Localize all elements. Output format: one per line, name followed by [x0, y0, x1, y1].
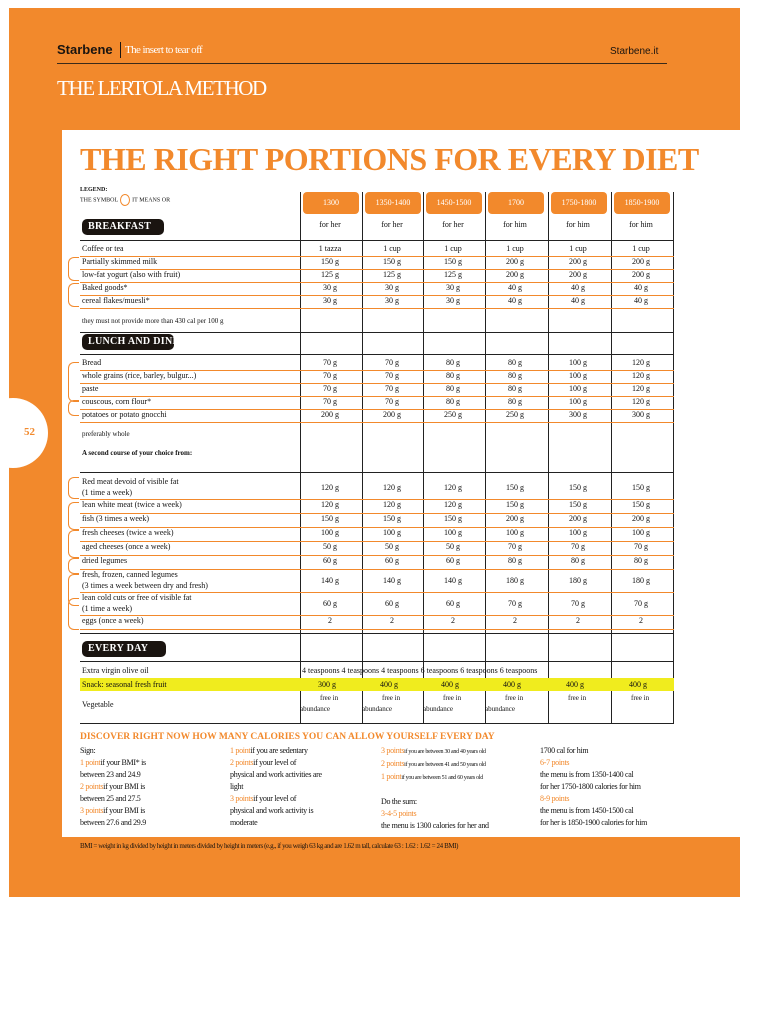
bmi-note: BMI = weight in kg divided by height in meters divided by height in meters (e.g., if you weigh 63 kg and are 1.62 m tall, calculate 63 : 1.62 : 1.62 = 24 BMI): [80, 842, 459, 850]
row-value: 30 g: [323, 296, 337, 305]
method-title: THE LERTOLA METHOD: [57, 76, 266, 100]
or-brace-icon: [68, 477, 79, 499]
calculator-text: if your BMI is: [103, 782, 145, 791]
table-row: [80, 384, 674, 396]
row-label: (1 time a week): [82, 488, 132, 497]
row-value: abundance: [423, 705, 453, 713]
row-value: 70 g: [323, 371, 337, 380]
table-row: [80, 500, 674, 513]
row-value: 120 g: [321, 483, 339, 492]
calculator-text: if you are between 41 and 50 years old: [404, 762, 486, 768]
calculator-line: [80, 781, 146, 793]
row-value: 120 g: [632, 397, 650, 406]
row-value: 400 g: [566, 680, 584, 689]
calculator-line: [230, 757, 322, 769]
row-value: 60 g: [385, 556, 399, 565]
table-row: [80, 616, 674, 629]
row-value: 60 g: [446, 599, 460, 608]
row-value: 400 g: [441, 680, 459, 689]
header-rule: [57, 63, 667, 64]
calculator-line: [230, 793, 322, 805]
row-value: 50 g: [323, 542, 337, 551]
legend-meaning: IT MEANS OR: [132, 197, 171, 204]
row-value: 1 cup: [506, 244, 524, 253]
row-label: fresh cheeses (twice a week): [82, 528, 174, 537]
points-label: 8-9 points: [540, 794, 570, 803]
row-value: 150 g: [569, 483, 587, 492]
calculator-text: for her is 1850-1900 calories for him: [540, 818, 648, 827]
row-value: 150 g: [383, 257, 401, 266]
gender-label: for her: [319, 220, 341, 229]
gender-label: for him: [629, 220, 653, 229]
row-value: 120 g: [632, 358, 650, 367]
site-name: Starbene.it: [610, 46, 659, 57]
calculator-line: [381, 745, 489, 758]
row-rule: [80, 629, 674, 630]
row-value: 100 g: [569, 371, 587, 380]
points-label: 3 points: [230, 794, 254, 803]
row-value: 180 g: [632, 576, 650, 585]
points-label: 1 point: [230, 746, 251, 755]
or-brace-icon: [68, 558, 79, 574]
row-label: Partially skimmed milk: [82, 257, 158, 266]
calculator-text: if your level of: [253, 758, 297, 767]
row-value: 100 g: [321, 528, 339, 537]
section-header: EVERY DAY: [82, 641, 166, 657]
row-value: 120 g: [383, 500, 401, 509]
table-note: preferably whole: [82, 430, 130, 438]
table-row: [80, 358, 674, 370]
table-note: A second course of your choice from:: [82, 449, 193, 457]
row-value: 140 g: [321, 576, 339, 585]
table-row: [80, 477, 674, 499]
row-value: 200 g: [506, 257, 524, 266]
calculator-line: [80, 817, 146, 829]
row-value: 200 g: [632, 257, 650, 266]
row-value: 400 g: [380, 680, 398, 689]
gender-label: for her: [381, 220, 403, 229]
row-label: fish (3 times a week): [82, 514, 150, 523]
row-value: abundance: [485, 705, 515, 713]
calculator-line: [540, 793, 647, 805]
row-value: 1 cup: [569, 244, 587, 253]
or-brace-icon: [68, 598, 79, 630]
table-row: [80, 570, 674, 592]
calculator-text: if you are between 51 and 60 years old: [401, 775, 483, 781]
row-value: 200 g: [321, 410, 339, 419]
table-note: they must not provide more than 430 cal per 100 g: [82, 317, 224, 325]
calculator-text: between 27.6 and 29.9: [80, 818, 146, 827]
legend-label: LEGEND:: [80, 187, 108, 193]
table-row: [80, 296, 674, 308]
row-value: 125 g: [383, 270, 401, 279]
calculator-text: Sign:: [80, 746, 96, 755]
row-value: 70 g: [323, 358, 337, 367]
table-row: [80, 397, 674, 409]
row-value: 80 g: [571, 556, 585, 565]
calculator-text: moderate: [230, 818, 258, 827]
row-value: 100 g: [383, 528, 401, 537]
row-value: 60 g: [385, 599, 399, 608]
row-value: 100 g: [569, 358, 587, 367]
row-value: 400 g: [503, 680, 521, 689]
row-value: 70 g: [508, 542, 522, 551]
calculator-text: if you are between 30 and 40 years old: [404, 749, 486, 755]
row-value: 80 g: [446, 384, 460, 393]
legend-symbol: THE SYMBOL: [80, 197, 119, 204]
table-row: [80, 270, 674, 282]
row-value: 180 g: [506, 576, 524, 585]
row-label: Vegetable: [82, 700, 114, 709]
row-value: 125 g: [321, 270, 339, 279]
calculator-text: the menu is 1300 calories for her and: [381, 821, 489, 830]
row-value: 180 g: [569, 576, 587, 585]
calorie-column-header: 1350-1400: [365, 192, 421, 214]
row-value: 80 g: [508, 371, 522, 380]
calculator-text: between 25 and 27.5: [80, 794, 141, 803]
row-value: 2: [328, 616, 332, 625]
row-value: 70 g: [385, 371, 399, 380]
row-label: Bread: [82, 358, 102, 367]
row-value: 70 g: [385, 358, 399, 367]
row-value: 80 g: [446, 397, 460, 406]
row-value: 40 g: [508, 296, 522, 305]
calculator-line: [230, 817, 322, 829]
row-value: 2: [451, 616, 455, 625]
or-brace-icon: [68, 400, 79, 416]
row-rule: [80, 422, 674, 423]
row-value: 150 g: [444, 514, 462, 523]
section-header: LUNCH AND DINNER: [82, 334, 174, 350]
row-label: (1 time a week): [82, 604, 132, 613]
row-rule: [80, 332, 674, 333]
row-value: free in: [320, 694, 339, 702]
table-row: [80, 593, 674, 615]
row-value: 1 cup: [383, 244, 401, 253]
row-label: cereal flakes/muesli*: [82, 296, 150, 305]
row-value: 70 g: [634, 542, 648, 551]
row-label: Coffee or tea: [82, 244, 124, 253]
calculator-line: [80, 805, 146, 817]
row-label: aged cheeses (once a week): [82, 542, 171, 551]
row-value: 80 g: [508, 384, 522, 393]
row-value: 100 g: [444, 528, 462, 537]
tagline: The insert to tear off: [125, 44, 203, 56]
row-value: 150 g: [506, 500, 524, 509]
row-label: fresh, frozen, canned legumes: [82, 570, 178, 579]
calculator-line: [540, 757, 647, 769]
row-value: abundance: [362, 705, 392, 713]
row-label: paste: [82, 384, 99, 393]
row-value: 40 g: [508, 283, 522, 292]
calculator-line: [381, 796, 489, 808]
row-value: 1 tazza: [318, 244, 342, 253]
row-value: 70 g: [385, 397, 399, 406]
row-value: 70 g: [634, 599, 648, 608]
row-value: 200 g: [632, 270, 650, 279]
table-row: [80, 514, 674, 527]
row-value: free in: [382, 694, 401, 702]
row-value: 100 g: [506, 528, 524, 537]
row-value: 100 g: [569, 528, 587, 537]
row-value: 200 g: [569, 514, 587, 523]
row-value: 70 g: [385, 384, 399, 393]
row-value: 60 g: [446, 556, 460, 565]
row-value: 2: [513, 616, 517, 625]
row-value: 200 g: [569, 257, 587, 266]
row-value: 30 g: [385, 283, 399, 292]
row-value: 120 g: [632, 371, 650, 380]
calorie-column-header: 1850-1900: [614, 192, 670, 214]
portions-table: [80, 192, 674, 724]
row-value: 200 g: [506, 270, 524, 279]
calorie-column-header: 1700: [488, 192, 544, 214]
row-label: lean cold cuts or free of visible fat: [82, 593, 192, 602]
calculator-line: [381, 808, 489, 820]
row-value: 150 g: [444, 257, 462, 266]
row-value: 70 g: [571, 542, 585, 551]
row-label: (3 times a week between dry and fresh): [82, 581, 208, 590]
row-value: 250 g: [506, 410, 524, 419]
row-value: 50 g: [446, 542, 460, 551]
table-row: [80, 410, 674, 422]
calorie-column-header: 1300: [303, 192, 359, 214]
table-row: [80, 371, 674, 383]
or-brace-icon: [68, 530, 79, 558]
row-value: 80 g: [634, 556, 648, 565]
row-rule: [80, 308, 674, 309]
or-brace-icon: [68, 502, 79, 530]
calculator-text: if your level of: [253, 794, 297, 803]
row-value: 200 g: [383, 410, 401, 419]
points-label: 1 point: [80, 758, 101, 767]
row-label: Extra virgin olive oil: [82, 666, 149, 675]
row-label: dried legumes: [82, 556, 128, 565]
calculator-line: [230, 769, 322, 781]
row-rule: [80, 354, 674, 355]
row-value: free in: [443, 694, 462, 702]
calculator-text: light: [230, 782, 244, 791]
row-value: 125 g: [444, 270, 462, 279]
row-value: 1 cup: [632, 244, 650, 253]
row-value: 80 g: [446, 358, 460, 367]
calculator-column: [230, 745, 322, 829]
calculator-text: the menu is from 1350-1400 cal: [540, 770, 634, 779]
row-label: Red meat devoid of visible fat: [82, 477, 179, 486]
row-label: potatoes or potato gnocchi: [82, 410, 167, 419]
row-label: Baked goods*: [82, 283, 128, 292]
row-value: 100 g: [569, 397, 587, 406]
row-value: 100 g: [632, 528, 650, 537]
points-label: 6-7 points: [540, 758, 570, 767]
calculator-column: [80, 745, 146, 829]
row-label: low-fat yogurt (also with fruit): [82, 270, 181, 279]
row-rule: [80, 240, 674, 241]
row-value: 140 g: [444, 576, 462, 585]
row-value: free in: [631, 694, 650, 702]
calculator-line: [381, 784, 489, 796]
calorie-heading: DISCOVER RIGHT NOW HOW MANY CALORIES YOU CAN ALLOW YOURSELF EVERY DAY: [80, 732, 495, 742]
calculator-text: 1700 cal for him: [540, 746, 589, 755]
row-value: 4 teaspoons 4 teaspoons 4 teaspoons 6 teaspoons 6 teaspoons 6 teaspoons: [302, 666, 538, 675]
row-value: free in: [505, 694, 524, 702]
row-value: 30 g: [446, 283, 460, 292]
calculator-text: physical and work activities are: [230, 770, 322, 779]
calculator-line: [540, 817, 647, 829]
row-value: 2: [390, 616, 394, 625]
calorie-column-header: 1450-1500: [426, 192, 482, 214]
table-row: [80, 542, 674, 555]
row-value: 150 g: [321, 257, 339, 266]
row-value: 120 g: [632, 384, 650, 393]
points-label: 3-4-5 points: [381, 809, 417, 818]
calculator-line: [381, 820, 489, 832]
table-row: [80, 528, 674, 541]
row-value: 200 g: [569, 270, 587, 279]
row-rule: [80, 633, 674, 634]
points-label: 3 points: [80, 806, 104, 815]
row-value: 300 g: [318, 680, 336, 689]
calculator-text: if you are sedentary: [250, 746, 308, 755]
row-label: Snack: seasonal fresh fruit: [82, 680, 167, 689]
row-value: 150 g: [632, 483, 650, 492]
row-value: 120 g: [444, 483, 462, 492]
page-number: 52: [24, 426, 35, 438]
row-value: 120 g: [444, 500, 462, 509]
calculator-column: [540, 745, 647, 829]
row-value: 300 g: [632, 410, 650, 419]
calculator-text: Do the sum:: [381, 797, 417, 806]
page-title: THE RIGHT PORTIONS FOR EVERY DIET: [80, 141, 699, 177]
row-label: lean white meat (twice a week): [82, 500, 182, 509]
row-value: 80 g: [508, 397, 522, 406]
row-value: 2: [639, 616, 643, 625]
row-value: 50 g: [385, 542, 399, 551]
table-row: [80, 244, 674, 256]
row-value: 150 g: [321, 514, 339, 523]
calculator-text: the menu is from 1450-1500 cal: [540, 806, 634, 815]
row-value: 80 g: [508, 358, 522, 367]
row-value: 150 g: [506, 483, 524, 492]
row-rule: [80, 472, 674, 473]
row-value: 70 g: [323, 384, 337, 393]
calculator-text: for her 1750-1800 calories for him: [540, 782, 641, 791]
calculator-line: [381, 771, 489, 784]
gender-label: for her: [442, 220, 464, 229]
section-header: BREAKFAST: [82, 219, 164, 235]
row-value: 40 g: [634, 296, 648, 305]
calculator-line: [540, 781, 647, 793]
brand-logo: Starbene: [57, 42, 113, 57]
row-value: 250 g: [444, 410, 462, 419]
calculator-column: [381, 745, 489, 832]
row-value: 30 g: [385, 296, 399, 305]
calculator-line: [80, 745, 146, 757]
row-value: 70 g: [508, 599, 522, 608]
calculator-line: [230, 781, 322, 793]
snack-highlight: [80, 678, 674, 691]
points-label: 1 point: [381, 772, 402, 781]
row-value: 200 g: [632, 514, 650, 523]
calculator-line: [80, 769, 146, 781]
points-label: 2 points: [230, 758, 254, 767]
table-row: [80, 257, 674, 269]
or-brace-icon: [68, 362, 79, 402]
row-value: 150 g: [383, 514, 401, 523]
row-value: abundance: [300, 705, 330, 713]
row-value: 120 g: [383, 483, 401, 492]
row-value: 120 g: [321, 500, 339, 509]
row-value: 300 g: [569, 410, 587, 419]
divider: [120, 42, 121, 58]
row-value: 40 g: [571, 296, 585, 305]
gender-label: for him: [566, 220, 590, 229]
row-value: 100 g: [569, 384, 587, 393]
row-value: 80 g: [508, 556, 522, 565]
row-value: 140 g: [383, 576, 401, 585]
points-label: 2 points: [381, 759, 405, 768]
calculator-line: [540, 745, 647, 757]
row-rule: [80, 661, 674, 662]
row-value: 70 g: [323, 397, 337, 406]
row-label: couscous, corn flour*: [82, 397, 152, 406]
calculator-line: [80, 793, 146, 805]
row-value: 30 g: [446, 296, 460, 305]
row-value: 60 g: [323, 556, 337, 565]
calculator-line: [381, 758, 489, 771]
row-rule: [80, 723, 674, 724]
row-value: 1 cup: [444, 244, 462, 253]
row-value: 200 g: [506, 514, 524, 523]
table-row: [80, 556, 674, 569]
calculator-text: if your BMI* is: [100, 758, 146, 767]
or-brace-icon: [68, 283, 79, 307]
row-value: 2: [576, 616, 580, 625]
calorie-column-header: 1750-1800: [551, 192, 607, 214]
row-value: 60 g: [323, 599, 337, 608]
gender-label: for him: [503, 220, 527, 229]
or-brace-icon: [68, 257, 79, 281]
calculator-text: between 23 and 24.9: [80, 770, 141, 779]
calculator-text: if your BMI is: [103, 806, 145, 815]
row-value: 30 g: [323, 283, 337, 292]
calculator-line: [540, 769, 647, 781]
row-label: eggs (once a week): [82, 616, 144, 625]
points-label: 3 points: [381, 746, 405, 755]
calculator-line: [230, 805, 322, 817]
row-value: free in: [568, 694, 587, 702]
row-value: 70 g: [571, 599, 585, 608]
row-value: 40 g: [634, 283, 648, 292]
calculator-line: [540, 805, 647, 817]
calculator-line: [80, 757, 146, 769]
row-value: 150 g: [632, 500, 650, 509]
row-value: 80 g: [446, 371, 460, 380]
calculator-line: [230, 745, 322, 757]
calculator-text: physical and work activity is: [230, 806, 314, 815]
points-label: 2 points: [80, 782, 104, 791]
row-value: 400 g: [629, 680, 647, 689]
row-value: 150 g: [569, 500, 587, 509]
row-label: whole grains (rice, barley, bulgur...): [82, 371, 197, 380]
table-row: [80, 283, 674, 295]
row-value: 40 g: [571, 283, 585, 292]
